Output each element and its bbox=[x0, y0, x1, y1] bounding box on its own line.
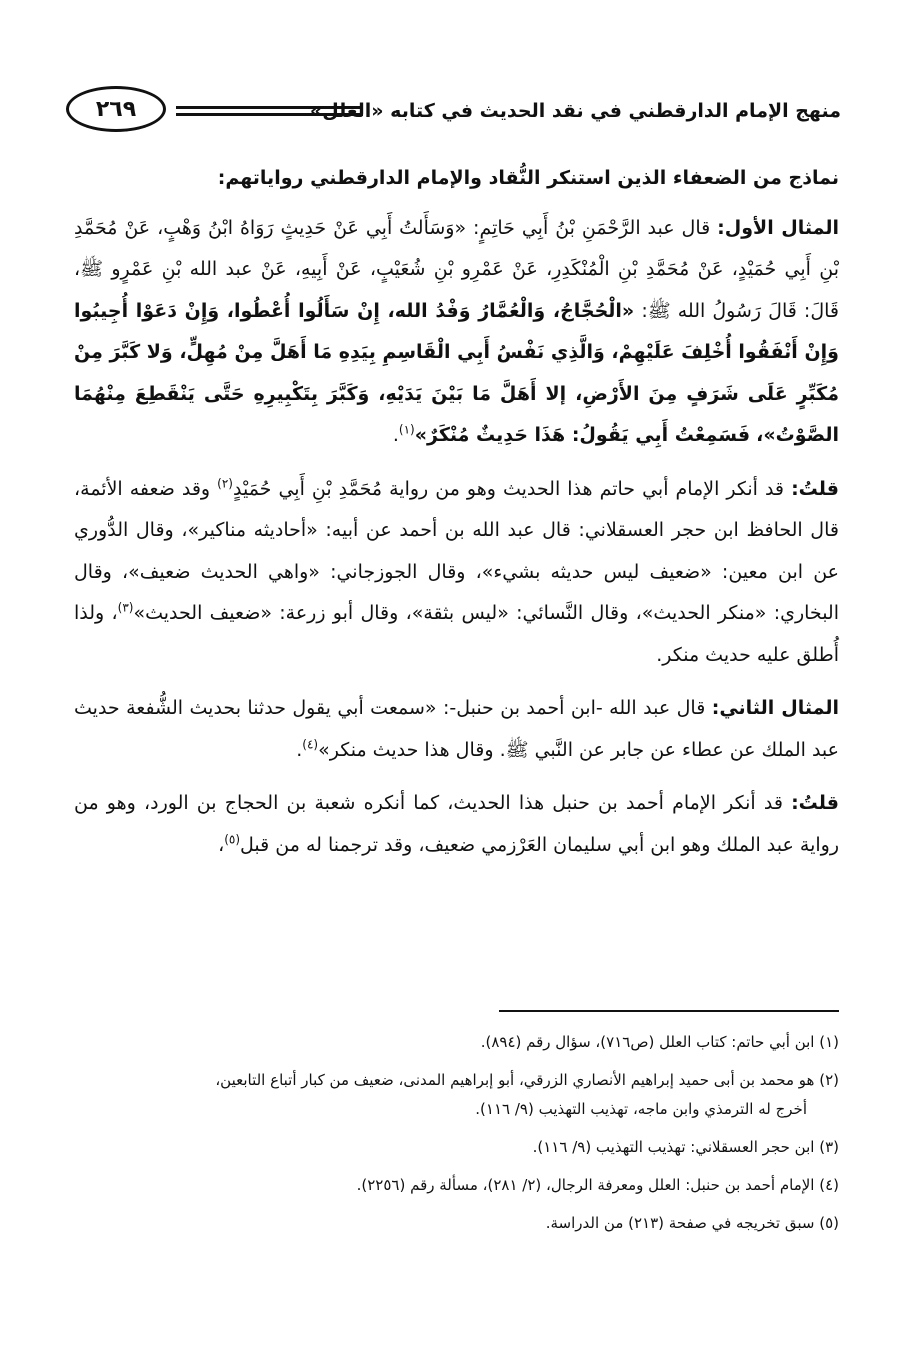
page-number-badge bbox=[66, 86, 166, 132]
footnote-3: (٣) ابن حجر العسقلاني: تهذيب التهذيب (٩/ ١١٦). bbox=[532, 1138, 839, 1156]
footnotes bbox=[74, 1028, 839, 1247]
example-1-ending: فَسَمِعْتُ أَبِي يَقُولُ: هَذَا حَدِيثٌ مُنْكَرٌ» bbox=[414, 424, 751, 446]
paragraph-comment-2: قلتُ: قد أنكر الإمام أحمد بن حنبل هذا الحديث، كما أنكره شعبة بن الحجاج بن الورد، وهو من رواية عبد الملك وهو ابن أبي سليمان العَرْزمي ضعيف، وقد ترجمنا له من قبل$^{(٥)}$، bbox=[74, 792, 839, 856]
footnote-2: (٢) هو محمد بن أبى حميد إبراهيم الأنصاري الزرقي، أبو إبراهيم المدنى، ضعيف من كبار أتباع التابعين، bbox=[215, 1071, 839, 1089]
comment-1-text-c: ، ولذا أُطلق عليه حديث منكر. bbox=[74, 602, 839, 666]
footnote-ref-3[interactable]: (٣) bbox=[117, 600, 134, 615]
footnote-1: (١) ابن أبي حاتم: كتاب العلل (ص٧١٦)، سؤال رقم (٨٩٤). bbox=[480, 1033, 839, 1051]
footnote-ref-4[interactable]: (٤) bbox=[302, 737, 319, 752]
footnote-separator bbox=[499, 1010, 839, 1012]
example-1-text: قال عبد الرَّحْمَنِ بْنُ أَبِي حَاتِمٍ: «وَسَأَلتُ أَبِي عَنْ حَدِيثٍ رَوَاهُ ابْنُ وَهْبٍ، عَنْ مُحَمَّدِ بْنِ أَبِي حُمَيْدٍ، عَنْ مُحَمَّدِ بْنِ الْمُنْكَدِرِ، عَنْ عَمْرِو بْنِ شُعَيْبٍ، عَنْ أَبِيهِ، عَنْ عبد الله بْنِ عَمْرٍو ﷺ، قَالَ: قَالَ رَسُولُ الله ﷺ: bbox=[74, 216, 840, 322]
paragraph-example-2: المثال الثاني: قال عبد الله -ابن أحمد بن حنبل-: «سمعت أبي يقول حدثنا بحديث الشُّفعة حديث عبد الملك عن عطاء عن جابر عن النَّبي ﷺ. وقال هذا حديث منكر»$^{(٤)}$. bbox=[74, 697, 839, 761]
main-text bbox=[74, 158, 839, 878]
paragraph-example-1: المثال الأول: قال عبد الرَّحْمَنِ بْنُ أَبِي حَاتِمٍ: «وَسَأَلتُ أَبِي عَنْ حَدِيثٍ رَوَاهُ ابْنُ وَهْبٍ، عَنْ مُحَمَّدِ بْنِ أَبِي حُمَيْدٍ، عَنْ مُحَمَّدِ بْنِ الْمُنْكَدِرِ، عَنْ عَمْرِو بْنِ شُعَيْبٍ، عَنْ أَبِيهِ، عَنْ عبد الله بْنِ عَمْرٍو ﷺ، قَالَ: قَالَ رَسُولُ الله ﷺ: «الْحُجَّاجُ، وَالْعُمَّارُ وَفْدُ الله، إِنْ سَأَلُوا أُعْطُوا، وَإِنْ دَعَوْا أُجِيبُوا وَإِنْ أَنْفَقُوا أُخْلِفَ عَلَيْهِمْ، وَالَّذِي نَفْسُ أَبِي الْقَاسِمِ بِيَدِهِ مَا أَهَلَّ مِنْ مُهِلٍّ، وَلا كَبَّرَ مِنْ مُكَبِّرٍ عَلَى شَرَفٍ مِنَ الأَرْضِ، إلا أَهَلَّ مَا بَيْنَ يَدَيْهِ، وَكَبَّرَ بِتَكْبِيرِهِ حَتَّى يَنْقَطِعَ مِنْهُمَا الصَّوْتُ»، فَسَمِعْتُ أَبِي يَقُولُ: هَذَا حَدِيثٌ مُنْكَرٌ»$^{(١)}$. bbox=[74, 216, 840, 446]
comment-1-text-a: قد أنكر الإمام أبي حاتم هذا الحديث وهو من رواية مُحَمَّدِ بْنِ أَبِي حُمَيْدٍ bbox=[232, 477, 785, 500]
comment-2-text: قد أنكر الإمام أحمد بن حنبل هذا الحديث، كما أنكره شعبة بن الحجاج بن الورد، وهو من رواية عبد الملك وهو ابن أبي سليمان العَرْزمي ضعيف، وقد ترجمنا له من قبل bbox=[74, 792, 839, 856]
section-title: نماذج من الضعفاء الذين استنكر النُّقاد والإمام الدارقطني رواياتهم: bbox=[217, 167, 839, 189]
footnote-5: (٥) سبق تخريجه في صفحة (٢١٣) من الدراسة. bbox=[545, 1214, 839, 1232]
example-2-lead: المثال الثاني: bbox=[711, 697, 839, 719]
example-1-lead: المثال الأول: bbox=[717, 216, 839, 239]
comment-1-lead: قلتُ: bbox=[791, 477, 839, 500]
footnote-ref-2[interactable]: (٢) bbox=[217, 476, 233, 491]
comment-1-text-b: وقد ضعفه الأئمة، قال الحافظ ابن حجر العسقلاني: قال عبد الله بن أحمد عن أبيه: «أحاديثه مناكير»، وقال الدُّوري عن ابن معين: «ضعيف ليس حديثه بشيء»، وقال الجوزجاني: «واهي الحديث ضعيف»، وقال البخاري: «منكر الحديث»، وقال النَّسائي: «ليس بثقة»، وقال أبو زرعة: «ضعيف الحديث» bbox=[74, 477, 839, 624]
running-title: منهج الإمام الدارقطني في نقد الحديث في كتابه «العلل» bbox=[309, 100, 841, 122]
footnote-ref-1[interactable]: (١) bbox=[398, 422, 415, 437]
example-1-hadith: «الْحُجَّاجُ، وَالْعُمَّارُ وَفْدُ الله، إِنْ سَأَلُوا أُعْطُوا، وَإِنْ دَعَوْا أُجِيبُوا وَإِنْ أَنْفَقُوا أُخْلِفَ عَلَيْهِمْ، وَالَّذِي نَفْسُ أَبِي الْقَاسِمِ بِيَدِهِ مَا أَهَلَّ مِنْ مُهِلٍّ، وَلا كَبَّرَ مِنْ مُكَبِّرٍ عَلَى شَرَفٍ مِنَ الأَرْضِ، إلا أَهَلَّ مَا بَيْنَ يَدَيْهِ، وَكَبَّرَ بِتَكْبِيرِهِ حَتَّى يَنْقَطِعَ مِنْهُمَا الصَّوْتُ»، bbox=[74, 299, 839, 446]
footnote-2-continuation: أخرج له الترمذي وابن ماجه، تهذيب التهذيب (٩/ ١١٦). bbox=[475, 1100, 807, 1118]
page-number: ٢٦٩ bbox=[95, 96, 137, 122]
footnote-ref-5[interactable]: (٥) bbox=[224, 832, 241, 847]
footnote-4: (٤) الإمام أحمد بن حنبل: العلل ومعرفة الرجال، (٢/ ٢٨١)، مسألة رقم (٢٢٥٦). bbox=[356, 1176, 839, 1194]
paragraph-comment-1 bbox=[74, 469, 839, 677]
example-2-text: قال عبد الله -ابن أحمد بن حنبل-: «سمعت أبي يقول حدثنا بحديث الشُّفعة حديث عبد الملك عن عطاء عن جابر عن النَّبي ﷺ. وقال هذا حديث منكر» bbox=[74, 697, 839, 761]
page-header bbox=[66, 82, 841, 142]
comment-2-lead: قلتُ: bbox=[791, 792, 839, 814]
